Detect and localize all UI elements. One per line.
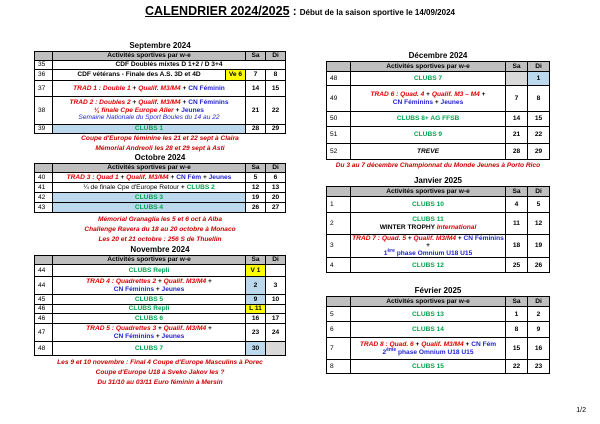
table-row xyxy=(35,324,286,342)
sunday-cell: 10 xyxy=(266,295,286,305)
activity-cell: TRAD 6 : Quad. 4 + Qualif. M3 – M4 + CN Féminins + Jeunes xyxy=(351,86,506,112)
table-row xyxy=(327,197,550,213)
note-line: Les 9 et 10 novembre : Final 4 Coupe d'Europe Masculins à Porec xyxy=(57,359,263,366)
table-row xyxy=(35,70,286,81)
activity-cell: CLUBS 7 xyxy=(53,342,246,356)
table-header xyxy=(327,62,550,72)
week-number: 2 xyxy=(327,213,351,235)
activity-cell: CLUBS Repli xyxy=(53,265,246,277)
activity-cell: CLUBS Repli xyxy=(53,305,246,314)
sunday-cell: 1 xyxy=(528,72,550,86)
table-row xyxy=(327,322,550,338)
saturday-cell: 11 xyxy=(506,213,528,235)
sunday-cell: 5 xyxy=(528,197,550,213)
sunday-cell: 22 xyxy=(528,127,550,144)
activity-cell: TRAD 5 : Quadrettes 3 + Qualif. M3/M4 + CN Féminins + Jeunes xyxy=(53,324,246,342)
week-number: 5 xyxy=(327,307,351,322)
table-row xyxy=(327,127,550,144)
sunday-cell: 6 xyxy=(266,173,286,183)
day-tag: Ve 6 xyxy=(226,70,246,81)
saturday-cell: 25 xyxy=(506,258,528,273)
week-number: 52 xyxy=(327,144,351,160)
month-title-february: Février 2025 xyxy=(414,286,462,296)
activity-cell: CLUBS 11 WINTER TROPHY International xyxy=(351,213,506,235)
title-separator: : xyxy=(289,6,300,18)
note-line: Les 20 et 21 octobre : 256 S de Thuellin xyxy=(98,236,222,243)
week-number: 46 xyxy=(35,314,53,324)
activity-cell: CLUBS 12 xyxy=(351,258,506,273)
table-row xyxy=(35,61,286,70)
week-number: 37 xyxy=(35,81,53,97)
activity-cell: CDF vétérans - Finale des A.S. 3D et 4D xyxy=(53,70,226,81)
month-title-september: Septembre 2024 xyxy=(129,41,191,50)
note-line: Coupe d'Europe U18 à Sveko Jakov les ? xyxy=(95,369,225,376)
week-number: 51 xyxy=(327,127,351,144)
table-row xyxy=(35,295,286,305)
table-row xyxy=(327,112,550,127)
table-row xyxy=(327,307,550,322)
activity-cell: TRAD 2 : Doubles 2 + Qualif. M3/M4 + CN Féminins ¼ finale Cpe Europe Aller + Jeunes Semaine Nationale du Sport Boules du 14 au 22 xyxy=(53,97,246,125)
activity-cell: ¼ de finale Cpe d'Europe Retour + CLUBS 2 xyxy=(53,183,246,193)
table-header xyxy=(35,52,286,61)
note-block xyxy=(34,358,286,388)
sunday-cell: 24 xyxy=(266,324,286,342)
table-row xyxy=(327,360,550,374)
note-line: Du 31/10 au 03/11 Euro féminin à Mersin xyxy=(97,379,223,386)
saturday-cell: 22 xyxy=(506,360,528,374)
note-line: Challenge Ravera du 18 au 20 octobre à Monaco xyxy=(84,226,236,233)
week-number: 3 xyxy=(327,235,351,258)
table-row xyxy=(327,258,550,273)
header-sa: Sa xyxy=(506,297,528,307)
activity-cell: CLUBS 1 xyxy=(53,125,246,134)
table-december xyxy=(326,61,550,160)
activity-cell: CLUBS 5 xyxy=(53,295,246,305)
header-di: Di xyxy=(266,256,286,265)
week-number: 45 xyxy=(35,295,53,305)
saturday-cell: 28 xyxy=(506,144,528,160)
table-row xyxy=(35,314,286,324)
week-number: 4 xyxy=(327,258,351,273)
month-title-december: Décembre 2024 xyxy=(408,51,468,60)
table-row xyxy=(35,125,286,134)
saturday-cell: 16 xyxy=(246,314,266,324)
activity-cell: TRAD 3 : Quad 1 + Qualif. M3/M4 + CN Fém + Jeunes xyxy=(53,173,246,183)
sunday-cell: 20 xyxy=(266,193,286,203)
header-activities: Activités sportives par w-e xyxy=(53,256,246,265)
header-sa: Sa xyxy=(246,52,266,61)
sunday-cell: 9 xyxy=(528,322,550,338)
table-row xyxy=(327,235,550,258)
note-line: Mémorial Granaglia les 5 et 6 oct à Alba xyxy=(98,216,222,223)
table-row xyxy=(35,81,286,97)
table-row xyxy=(35,193,286,203)
week-number: 8 xyxy=(327,360,351,374)
note-line: Coupe d'Europe féminine les 21 et 22 sept à Claira xyxy=(81,135,239,142)
saturday-cell: 18 xyxy=(506,235,528,258)
activity-cell: TRAD 4 : Quadrettes 2 + Qualif. M3/M4 + CN Féminins + Jeunes xyxy=(53,277,246,295)
saturday-cell: 1 xyxy=(506,307,528,322)
saturday-cell: 4 xyxy=(506,197,528,213)
table-row xyxy=(35,265,286,277)
month-title-october: Octobre 2024 xyxy=(134,153,186,162)
saturday-cell: 8 xyxy=(506,322,528,338)
month-title-january: Janvier 2025 xyxy=(413,176,463,185)
header-activities: Activités sportives par w-e xyxy=(351,297,506,307)
header-activities: Activités sportives par w-e xyxy=(53,164,246,173)
week-number: 46 xyxy=(35,305,53,314)
activity-cell: CLUBS 15 xyxy=(351,360,506,374)
header-sa: Sa xyxy=(506,62,528,72)
month-title-november: Novembre 2024 xyxy=(130,245,190,254)
sunday-cell: 26 xyxy=(528,258,550,273)
note-line: Mémorial Andreoli les 28 et 29 sept à Asti xyxy=(95,145,225,152)
activity-cell: TREVE xyxy=(351,144,506,160)
saturday-cell: 26 xyxy=(246,203,266,213)
sunday-cell: 3 xyxy=(266,277,286,295)
sunday-cell: 17 xyxy=(266,314,286,324)
week-number: 44 xyxy=(35,277,53,295)
document-header xyxy=(0,4,600,18)
table-january xyxy=(326,186,550,273)
week-number: 36 xyxy=(35,70,53,81)
week-number: 35 xyxy=(35,61,53,70)
saturday-cell: 14 xyxy=(506,112,528,127)
sunday-cell: 22 xyxy=(266,97,286,125)
saturday-cell xyxy=(506,72,528,86)
saturday-cell: V 1 xyxy=(246,265,266,277)
note-block xyxy=(34,134,286,154)
table-october xyxy=(34,163,286,213)
document-subtitle: Début de la saison sportive le 14/09/2024 xyxy=(299,8,455,17)
table-header xyxy=(327,187,550,197)
document-title: CALENDRIER 2024/2025 xyxy=(145,4,290,18)
week-number: 40 xyxy=(35,173,53,183)
week-number: 7 xyxy=(327,338,351,360)
sunday-cell: 8 xyxy=(528,86,550,112)
activity-cell: CLUBS 8+ AG FFSB xyxy=(351,112,506,127)
sunday-cell: 13 xyxy=(266,183,286,193)
saturday-cell: 7 xyxy=(506,86,528,112)
table-row xyxy=(35,277,286,295)
week-number: 41 xyxy=(35,183,53,193)
header-sa: Sa xyxy=(246,164,266,173)
table-header xyxy=(327,297,550,307)
sunday-cell: 8 xyxy=(266,70,286,81)
header-activities: Activités sportives par w-e xyxy=(53,52,246,61)
saturday-cell: 19 xyxy=(246,193,266,203)
activity-cell: CLUBS 6 xyxy=(53,314,246,324)
saturday-cell: 9 xyxy=(246,295,266,305)
table-row xyxy=(35,342,286,356)
saturday-cell: 7 xyxy=(246,70,266,81)
activity-cell: TRAD 7 : Quad. 5 + Qualif. M3/M4 + CN Féminins + 1ère phase Omnium U18 U15 xyxy=(352,235,504,257)
week-number: 42 xyxy=(35,193,53,203)
saturday-cell: 23 xyxy=(246,324,266,342)
activity-cell: TRAD 1 : Double 1 + Qualif. M3/M4 + CN Féminin xyxy=(53,81,246,97)
week-number: 50 xyxy=(327,112,351,127)
table-row xyxy=(327,72,550,86)
header-di: Di xyxy=(266,52,286,61)
sunday-cell: 16 xyxy=(528,338,550,360)
note-block xyxy=(34,215,286,245)
table-header xyxy=(35,164,286,173)
header-di: Di xyxy=(528,62,550,72)
activity-cell: CLUBS 4 xyxy=(53,203,246,213)
activity-cell: CLUBS 13 xyxy=(351,307,506,322)
sunday-cell xyxy=(266,265,286,277)
saturday-cell: 30 xyxy=(246,342,266,356)
right-column xyxy=(326,50,550,374)
sunday-cell: 29 xyxy=(266,125,286,134)
table-row xyxy=(327,213,550,235)
page-number: 1/2 xyxy=(576,407,586,414)
week-number: 48 xyxy=(327,72,351,86)
left-column xyxy=(34,40,286,388)
sunday-cell: 19 xyxy=(528,235,550,258)
saturday-cell: 12 xyxy=(246,183,266,193)
saturday-cell: 2 xyxy=(246,277,266,295)
week-number: 6 xyxy=(327,322,351,338)
header-activities: Activités sportives par w-e xyxy=(351,62,506,72)
header-di: Di xyxy=(528,187,550,197)
sunday-cell: 15 xyxy=(528,112,550,127)
table-november xyxy=(34,255,286,356)
saturday-cell: 21 xyxy=(246,97,266,125)
sunday-cell: 2 xyxy=(528,307,550,322)
sunday-cell xyxy=(266,305,286,314)
week-number: 38 xyxy=(35,97,53,125)
saturday-cell: 14 xyxy=(246,81,266,97)
table-header xyxy=(35,256,286,265)
table-row xyxy=(35,203,286,213)
table-row xyxy=(35,173,286,183)
sunday-cell: 23 xyxy=(528,360,550,374)
week-number: 39 xyxy=(35,125,53,134)
saturday-cell: 15 xyxy=(506,338,528,360)
table-row xyxy=(327,86,550,112)
sunday-cell xyxy=(266,342,286,356)
sunday-cell: 29 xyxy=(528,144,550,160)
saturday-cell: L 11 xyxy=(246,305,266,314)
table-row xyxy=(327,338,550,360)
sunday-cell: 15 xyxy=(266,81,286,97)
header-di: Di xyxy=(528,297,550,307)
table-september xyxy=(34,51,286,134)
saturday-cell: 5 xyxy=(246,173,266,183)
header-di: Di xyxy=(266,164,286,173)
activity-cell: CLUBS 9 xyxy=(351,127,506,144)
note-line: Du 3 au 7 décembre Championnat du Monde Jeunes à Porto Rico xyxy=(335,162,541,169)
table-row xyxy=(35,305,286,314)
activity-cell: CLUBS 10 xyxy=(351,197,506,213)
header-activities: Activités sportives par w-e xyxy=(351,187,506,197)
week-number: 43 xyxy=(35,203,53,213)
saturday-cell: 28 xyxy=(246,125,266,134)
sunday-cell: 12 xyxy=(528,213,550,235)
saturday-cell: 21 xyxy=(506,127,528,144)
sunday-cell: 27 xyxy=(266,203,286,213)
week-number: 49 xyxy=(327,86,351,112)
table-row xyxy=(327,144,550,160)
table-february xyxy=(326,296,550,374)
activity-cell: TRAD 8 : Quad. 6 + Qualif. M3/M4 + CN Fém 2ème phase Omnium U18 U15 xyxy=(351,338,506,360)
week-number: 47 xyxy=(35,324,53,342)
activity-cell: CDF Doublés mixtes D 1+2 / D 3+4 xyxy=(53,61,286,70)
week-number: 1 xyxy=(327,197,351,213)
activity-cell: CLUBS 7 xyxy=(351,72,506,86)
activity-cell: CLUBS 14 xyxy=(351,322,506,338)
week-number: 44 xyxy=(35,265,53,277)
table-row xyxy=(35,97,286,125)
week-number: 48 xyxy=(35,342,53,356)
activity-cell: CLUBS 3 xyxy=(53,193,246,203)
table-row xyxy=(35,183,286,193)
header-sa: Sa xyxy=(506,187,528,197)
header-sa: Sa xyxy=(246,256,266,265)
